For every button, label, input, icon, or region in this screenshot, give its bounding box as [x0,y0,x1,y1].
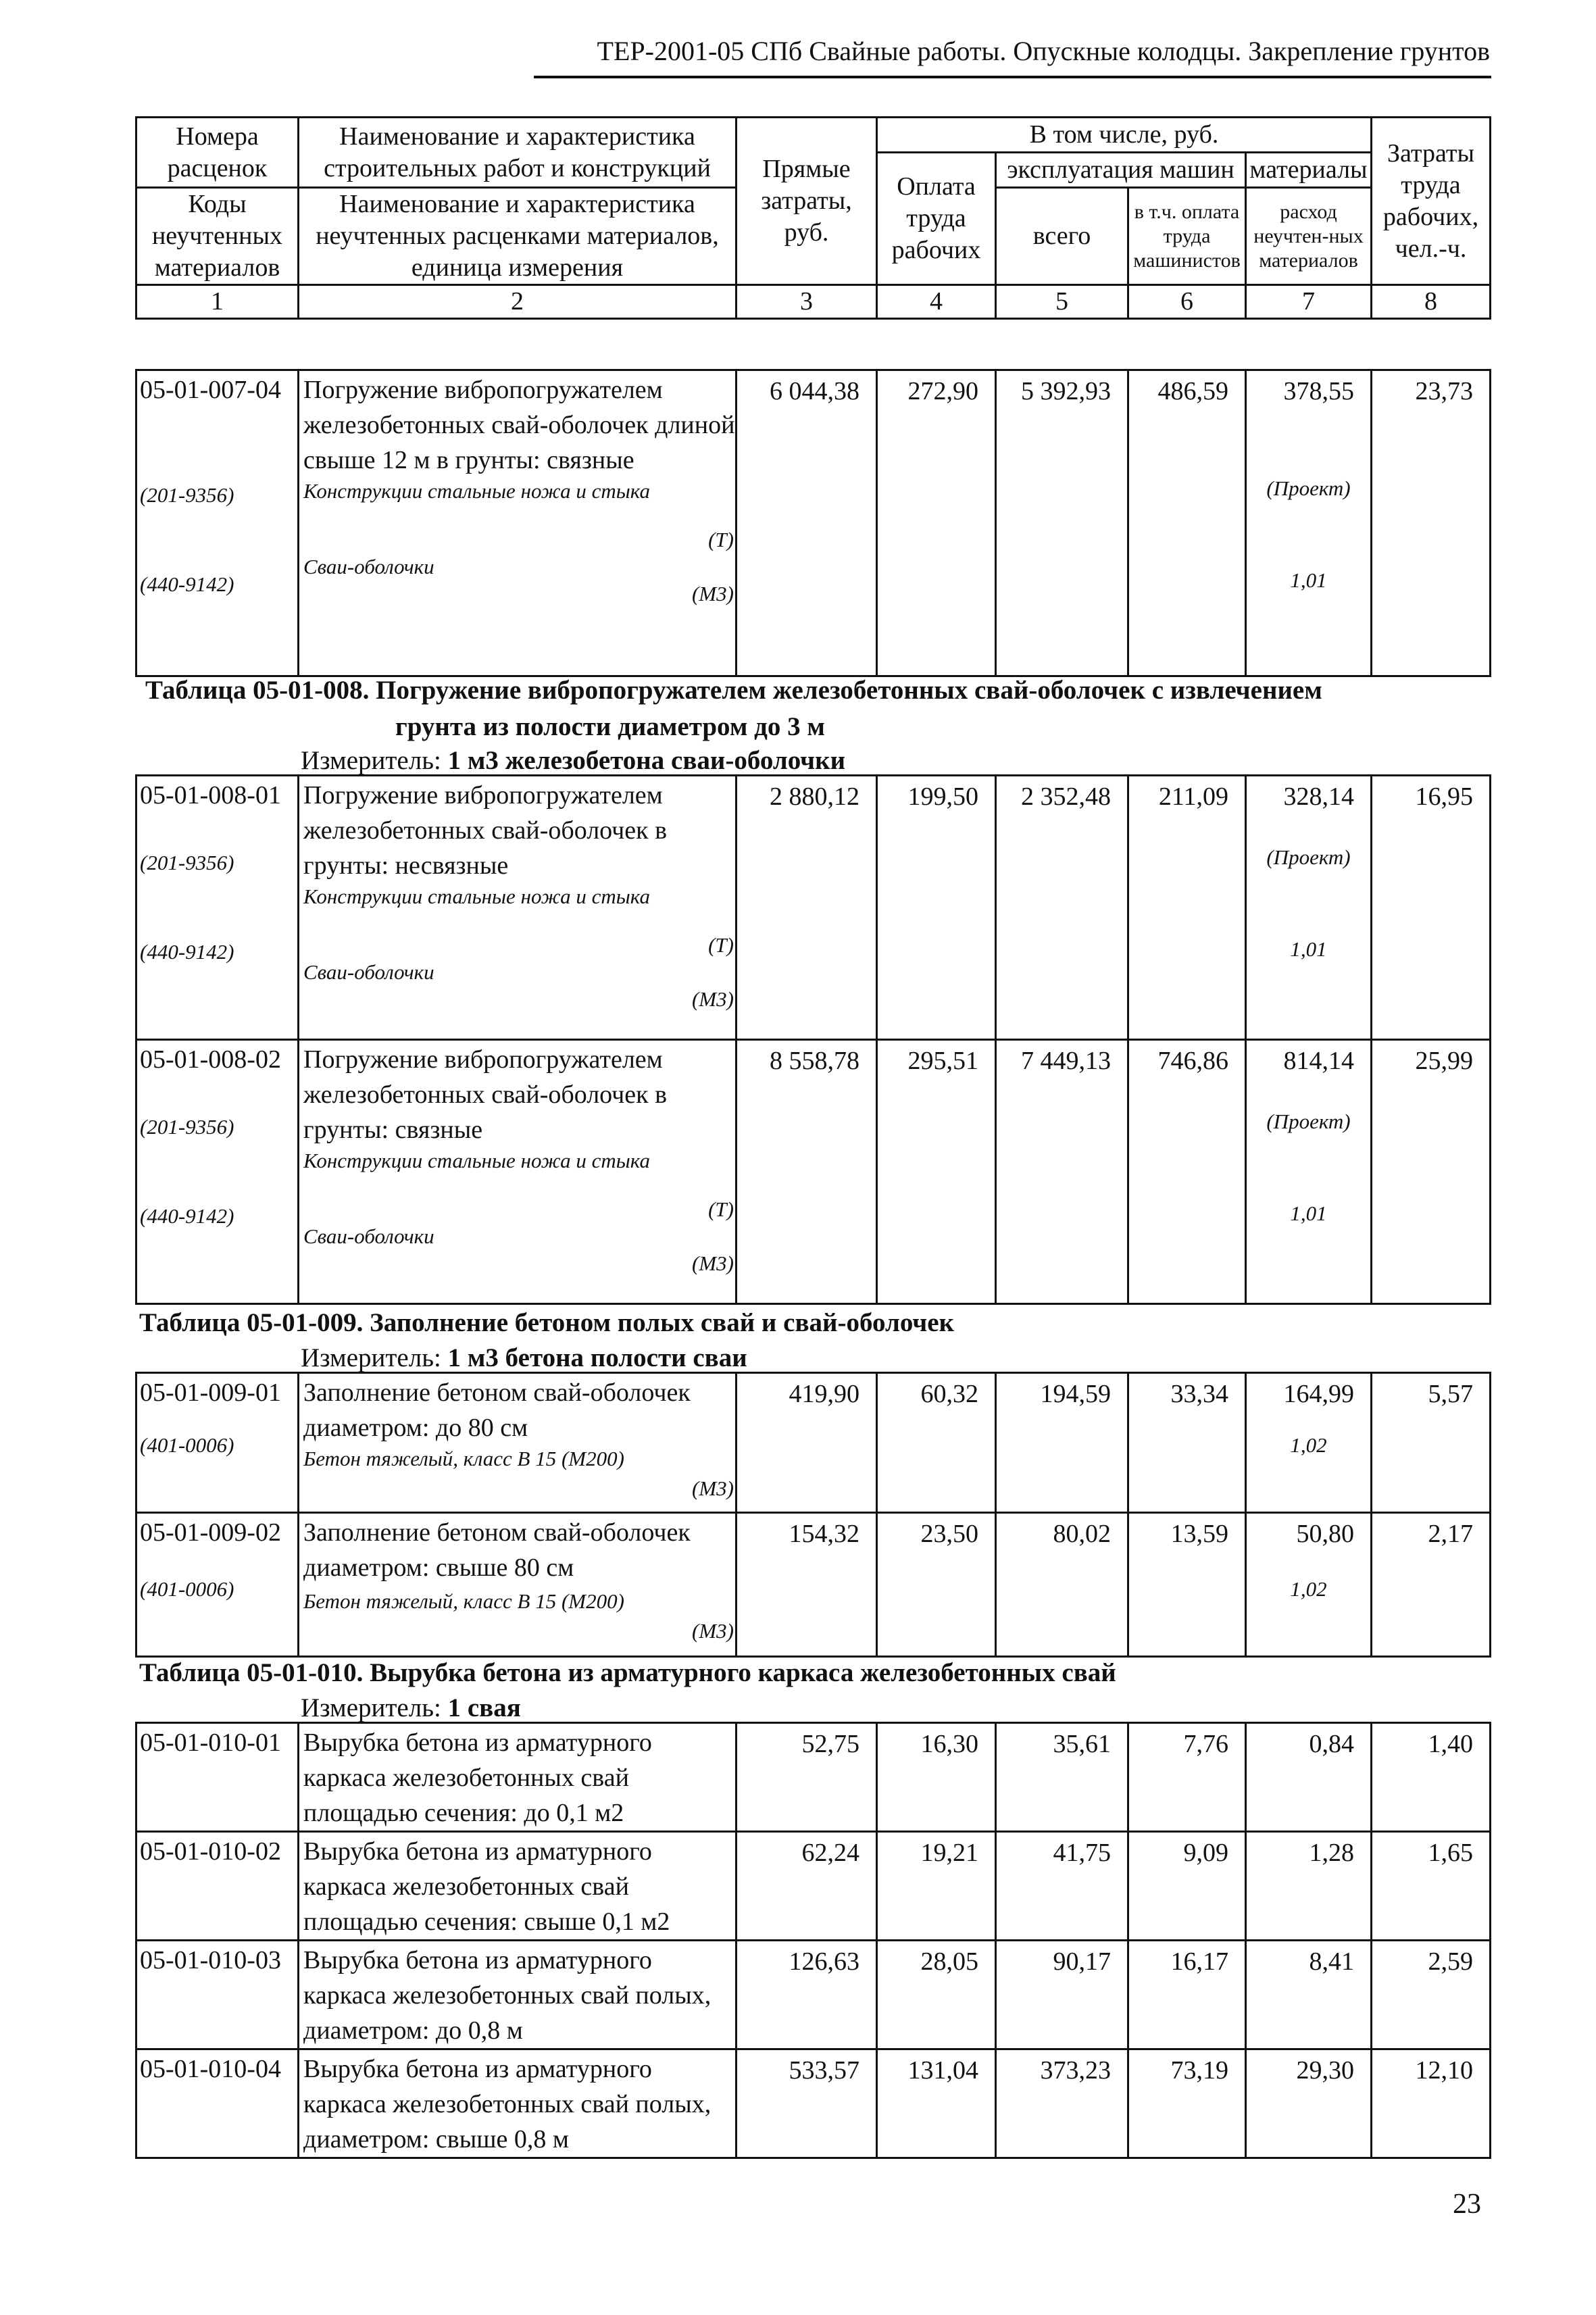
rate-code: 05-01-008-02 [140,1045,281,1074]
col6-header: в т.ч. оплата труда машинистов [1128,188,1246,285]
material-code: (440-9142) [140,572,234,596]
labor-hours: 1,40 [1372,1723,1491,1832]
labor-pay: 131,04 [877,2049,996,2158]
labor-pay: 60,32 [877,1373,996,1513]
rate-description: Вырубка бетона из арматурного каркаса железобетонных свай полых, диаметром: свыше 0,8 м [299,2049,737,2158]
materials-cost: 29,30 [1246,2049,1372,2158]
rate-code: 05-01-007-04 [140,376,281,404]
material-name: Конструкции стальные ножа и стыка [303,1149,650,1172]
machinists-pay: 73,19 [1128,2049,1246,2158]
machines-total: 90,17 [996,1941,1128,2049]
direct-cost: 126,63 [737,1941,877,2049]
material-name: Бетон тяжелый, класс В 15 (М200) [303,1589,624,1613]
col-num-2: 2 [299,285,737,319]
machines-total: 2 352,48 [996,776,1128,1040]
machinists-pay: 211,09 [1128,776,1246,1040]
table-007-continuation [135,369,1491,677]
col-num-7: 7 [1246,285,1372,319]
meter-value: 1 м3 бетона полости сваи [447,1343,747,1372]
col-num-1: 1 [136,285,299,319]
labor-pay: 272,90 [877,370,996,676]
material-unit: (Т) [708,528,734,551]
running-header: ТЕР-2001-05 СПб Свайные работы. Опускные колодцы. Закрепление грунтов [597,36,1490,66]
meter-value: 1 свая [447,1693,521,1722]
meter-label: Измеритель: [301,746,441,775]
table-009-meter [301,1342,747,1374]
material-code: (201-9356) [140,483,234,507]
rate-code: 05-01-010-04 [136,2049,299,2158]
direct-cost: 8 558,78 [737,1040,877,1304]
machines-total: 41,75 [996,1832,1128,1941]
material-code: (401-0006) [140,1433,234,1457]
materials-cost: 328,14 [1283,782,1354,811]
rate-code: 05-01-008-01 [140,781,281,810]
table-008 [135,774,1491,1305]
table-row [136,776,1491,1040]
col-num-5: 5 [996,285,1128,319]
material-name: Сваи-оболочки [303,555,434,578]
labor-hours: 16,95 [1372,776,1491,1040]
page-number: 23 [1453,2189,1481,2220]
materials-cost: 1,28 [1246,1832,1372,1941]
col-num-6: 6 [1128,285,1246,319]
material-name: Сваи-оболочки [303,1224,434,1248]
rate-description: Заполнение бетоном свай-оболочек диаметром: до 80 см [303,1378,691,1442]
col1-header-bottom: Коды неучтенных материалов [136,188,299,285]
material-unit: (Т) [708,933,734,957]
rate-code: 05-01-009-01 [140,1378,281,1407]
material-name: Сваи-оболочки [303,960,434,984]
rate-description: Погружение вибропогружателем железобетонных свай-оболочек в грунты: несвязные [303,781,668,880]
table-010-meter [301,1692,521,1724]
material-code: (440-9142) [140,1204,234,1228]
materials-cost: 8,41 [1246,1941,1372,2049]
machinists-pay: 7,76 [1128,1723,1246,1832]
materials-cost: 164,99 [1283,1380,1354,1408]
meter-label: Измеритель: [301,1693,441,1722]
machines-total: 80,02 [996,1513,1128,1657]
materials-cost: 378,55 [1283,377,1354,405]
material-unit: (М3) [692,1476,734,1500]
material-qty: 1,02 [1290,1433,1327,1457]
materials-header: материалы [1246,153,1372,188]
materials-cost: 0,84 [1246,1723,1372,1832]
machines-total: 373,23 [996,2049,1128,2158]
table-row [136,1832,1491,1941]
table-008-title: Таблица 05-01-008. Погружение вибропогружателем железобетонных свай-оболочек с извлечением [145,676,1322,705]
material-qty: 1,02 [1290,1577,1327,1601]
machinists-pay: 746,86 [1128,1040,1246,1304]
col2-header-top: Наименование и характеристика строительных работ и конструкций [299,118,737,188]
material-unit: (М3) [692,1251,734,1275]
machinists-pay: 9,09 [1128,1832,1246,1941]
rate-code: 05-01-010-01 [136,1723,299,1832]
labor-pay: 19,21 [877,1832,996,1941]
labor-pay: 16,30 [877,1723,996,1832]
table-009 [135,1372,1491,1658]
material-qty: (Проект) [1266,476,1351,500]
rate-description: Вырубка бетона из арматурного каркаса железобетонных свай полых, диаметром: до 0,8 м [299,1941,737,2049]
labor-hours: 25,99 [1372,1040,1491,1304]
material-qty: 1,01 [1290,1201,1327,1225]
material-qty: (Проект) [1266,1110,1351,1133]
labor-hours: 12,10 [1372,2049,1491,2158]
direct-cost: 533,57 [737,2049,877,2158]
labor-hours: 5,57 [1372,1373,1491,1513]
machines-total: 35,61 [996,1723,1128,1832]
incl-header: В том числе, руб. [877,118,1372,153]
table-009-title: Таблица 05-01-009. Заполнение бетоном полых свай и свай-оболочек [139,1308,955,1337]
material-code: (440-9142) [140,940,234,964]
direct-cost: 6 044,38 [737,370,877,676]
material-code: (401-0006) [140,1577,234,1601]
labor-hours: 23,73 [1372,370,1491,676]
col-num-3: 3 [737,285,877,319]
material-code: (201-9356) [140,1115,234,1139]
machines-header: эксплуатация машин [996,153,1246,188]
col2-header-bottom: Наименование и характеристика неучтенных расценками материалов, единица измерения [299,188,737,285]
table-row [136,1941,1491,2049]
col4-header: Оплата труда рабочих [877,153,996,285]
labor-pay: 28,05 [877,1941,996,2049]
material-code: (201-9356) [140,851,234,874]
direct-cost: 419,90 [737,1373,877,1513]
direct-cost: 2 880,12 [737,776,877,1040]
machinists-pay: 13,59 [1128,1513,1246,1657]
rate-description: Погружение вибропогружателем железобетонных свай-оболочек в грунты: связные [303,1045,668,1144]
labor-pay: 23,50 [877,1513,996,1657]
labor-hours: 2,17 [1372,1513,1491,1657]
table-010-title: Таблица 05-01-010. Вырубка бетона из арматурного каркаса железобетонных свай [139,1658,1116,1687]
machinists-pay: 486,59 [1128,370,1246,676]
table-010 [135,1722,1491,2159]
table-row [136,1513,1491,1657]
direct-cost: 154,32 [737,1513,877,1657]
col-num-8: 8 [1372,285,1491,319]
col-num-4: 4 [877,285,996,319]
rate-code: 05-01-009-02 [140,1518,281,1547]
direct-cost: 52,75 [737,1723,877,1832]
col5-header: всего [996,188,1128,285]
material-qty: 1,01 [1290,937,1327,961]
table-row [136,370,1491,676]
rate-description: Вырубка бетона из арматурного каркаса железобетонных свай площадью сечения: свыше 0,1 м2 [299,1832,737,1941]
header-rule [534,76,1491,78]
material-name: Бетон тяжелый, класс В 15 (М200) [303,1447,624,1470]
table-row [136,2049,1491,2158]
machines-total: 7 449,13 [996,1040,1128,1304]
direct-cost: 62,24 [737,1832,877,1941]
rate-code: 05-01-010-02 [136,1832,299,1941]
machines-total: 194,59 [996,1373,1128,1513]
material-unit: (М3) [692,1619,734,1643]
rate-description: Вырубка бетона из арматурного каркаса железобетонных свай площадью сечения: до 0,1 м2 [299,1723,737,1832]
meter-value: 1 м3 железобетона сваи-оболочки [447,746,846,775]
column-header-table [135,116,1491,320]
table-008-meter [301,745,845,777]
rate-description: Заполнение бетоном свай-оболочек диаметром: свыше 80 см [303,1518,691,1582]
labor-pay: 295,51 [877,1040,996,1304]
col3-header: Прямые затраты, руб. [737,118,877,285]
rate-description: Погружение вибропогружателем железобетонных свай-оболочек длиной свыше 12 м в грунты: связные [303,376,735,474]
machinists-pay: 33,34 [1128,1373,1246,1513]
col7-header: расход неучтен-ных материалов [1246,188,1372,285]
material-name: Конструкции стальные ножа и стыка [303,885,650,908]
labor-hours: 1,65 [1372,1832,1491,1941]
rate-code: 05-01-010-03 [136,1941,299,2049]
meter-label: Измеритель: [301,1343,441,1372]
materials-cost: 814,14 [1283,1047,1354,1075]
material-qty: 1,01 [1290,568,1327,592]
table-row [136,1723,1491,1832]
labor-hours: 2,59 [1372,1941,1491,2049]
material-unit: (М3) [692,582,734,605]
table-008-title-cont: грунта из полости диаметром до 3 м [395,712,825,741]
table-row [136,1373,1491,1513]
table-row [136,1040,1491,1304]
material-name: Конструкции стальные ножа и стыка [303,479,650,503]
labor-pay: 199,50 [877,776,996,1040]
col1-header-top: Номера расценок [136,118,299,188]
material-unit: (М3) [692,987,734,1011]
machinists-pay: 16,17 [1128,1941,1246,2049]
machines-total: 5 392,93 [996,370,1128,676]
materials-cost: 50,80 [1296,1520,1354,1548]
col8-header: Затраты труда рабочих, чел.-ч. [1372,118,1491,285]
material-unit: (Т) [708,1197,734,1221]
material-qty: (Проект) [1266,845,1351,869]
